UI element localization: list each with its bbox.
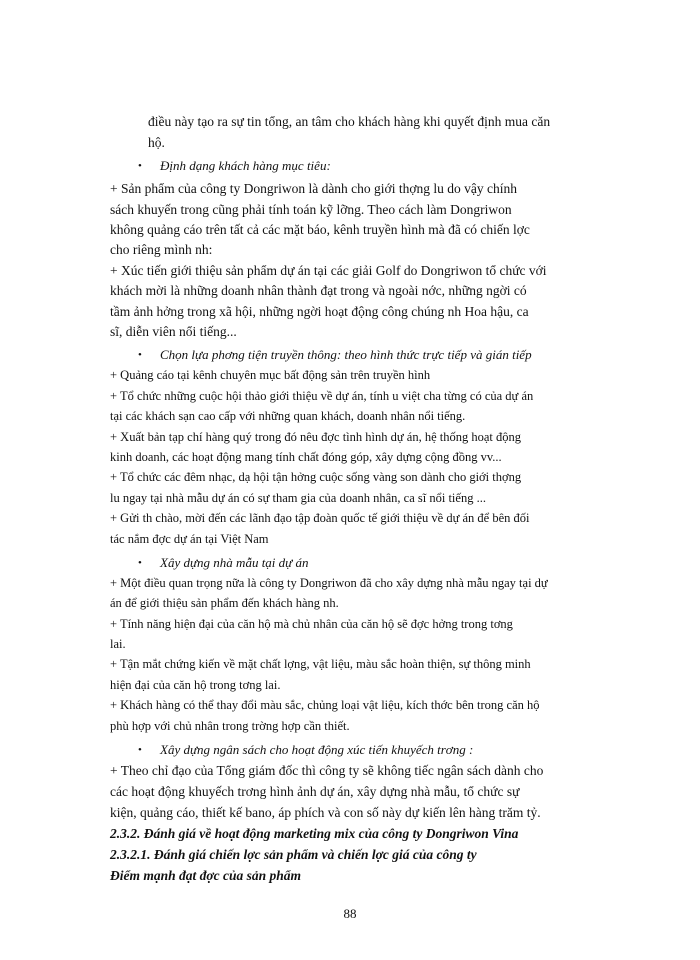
text-line: + Gửi th chào, mời đến các lãnh đạo tập đoàn quốc tế giới thiệu về dự án để bên đối: [110, 511, 530, 525]
text-line: sĩ, diễn viên nổi tiếng...: [110, 324, 237, 339]
text-line: lu ngay tại nhà mẫu dự án có sự tham gia của doanh nhân, ca sĩ nổi tiếng ...: [110, 491, 486, 505]
text-line: + Tổ chức các đêm nhạc, dạ hội tận hởng cuộc sống vàng son dành cho giới thợng: [110, 470, 522, 484]
text-line: + Khách hàng có thể thay đổi màu sắc, chủng loại vật liệu, kích thớc bên trong căn hộ: [110, 698, 540, 712]
text-line: + Một điều quan trọng nữa là công ty Dongriwon đã cho xây dựng nhà mẫu ngay tại dự: [110, 576, 548, 590]
text-line: lai.: [110, 637, 126, 651]
text-line: + Quảng cáo tại kênh chuyên mục bất động sản trên truyền hình: [110, 368, 431, 382]
subsection-title: 2.3.2. Đánh giá về hoạt động marketing mix của công ty Dongriwon Vina: [110, 826, 519, 841]
subsection-title: 2.3.2.1. Đánh giá chiến lợc sản phẩm và chiến lợc giá của công ty: [110, 847, 477, 862]
bullet-icon: •: [138, 160, 142, 172]
bullet-icon: •: [138, 744, 142, 756]
text-line: hiện đại của căn hộ trong tơng lai.: [110, 678, 281, 692]
text-line: kinh doanh, các hoạt động mang tính chất đóng góp, xây dựng cộng đồng vv...: [110, 450, 502, 464]
text-line: cho riêng mình nh:: [110, 242, 213, 257]
section-heading: Định dạng khách hàng mục tiêu:: [160, 158, 331, 173]
text-line: + Sản phẩm của công ty Dongriwon là dành cho giới thợng lu do vậy chính: [110, 181, 517, 196]
text-line: + Tận mắt chứng kiến về mặt chất lợng, vật liệu, màu sắc hoàn thiện, sự thông minh: [110, 657, 531, 671]
text-line: phù hợp với chủ nhân trong trờng hợp cần thiết.: [110, 719, 350, 733]
text-line: không quảng cáo trên tất cả các mặt báo, kênh truyền hình mà đã có chiến lợc: [110, 222, 530, 237]
text-line: hộ.: [148, 135, 165, 150]
bullet-icon: •: [138, 557, 142, 569]
section-heading: Chọn lựa phơng tiện truyền thông: theo hình thức trực tiếp và gián tiếp: [160, 347, 532, 362]
text-line: + Tổ chức những cuộc hội thảo giới thiệu về dự án, tính u việt cha từng có của dự án: [110, 389, 534, 403]
bullet-icon: •: [138, 349, 142, 361]
text-line: điều này tạo ra sự tin tổng, an tâm cho khách hàng khi quyết định mua căn: [148, 114, 551, 129]
text-line: khách mời là những doanh nhân thành đạt trong và ngoài nớc, những ngời có: [110, 283, 527, 298]
text-line: tác nắm đợc dự án tại Việt Nam: [110, 532, 269, 546]
section-heading: Xây dựng nhà mẫu tại dự án: [160, 555, 309, 570]
text-line: tại các khách sạn cao cấp với những quan khách, doanh nhân nổi tiếng.: [110, 409, 466, 423]
text-line: các hoạt động khuyếch trơng hình ảnh dự án, xây dựng nhà mẫu, tổ chức sự: [110, 784, 520, 799]
text-line: kiện, quảng cáo, thiết kế bano, áp phích và con số này dự kiến lên hàng trăm tỷ.: [110, 805, 541, 820]
text-line: + Xúc tiến giới thiệu sản phẩm dự án tại các giải Golf do Dongriwon tổ chức với: [110, 263, 547, 278]
text-line: + Tính năng hiện đại của căn hộ mà chủ nhân của căn hộ sẽ đợc hởng trong tơng: [110, 617, 513, 631]
text-line: sách khuyến trong cũng phải tính toán kỹ lỡng. Theo cách làm Dongriwon: [110, 202, 512, 217]
text-line: tầm ảnh hởng trong xã hội, những ngời hoạt động công chúng nh Hoa hậu, ca: [110, 304, 529, 319]
section-heading: Xây dựng ngân sách cho hoạt động xúc tiến khuyếch trơng :: [160, 742, 474, 757]
subsection-title: Điểm mạnh đạt đợc của sản phẩm: [110, 868, 302, 883]
text-line: án để giới thiệu sản phẩm đến khách hàng nh.: [110, 596, 339, 610]
text-line: + Theo chỉ đạo của Tổng giám đốc thì công ty sẽ không tiếc ngân sách dành cho: [110, 763, 544, 778]
text-line: + Xuất bản tạp chí hàng quý trong đó nêu đợc tình hình dự án, hệ thống hoạt động: [110, 430, 521, 444]
page-number: 88: [343, 906, 357, 921]
